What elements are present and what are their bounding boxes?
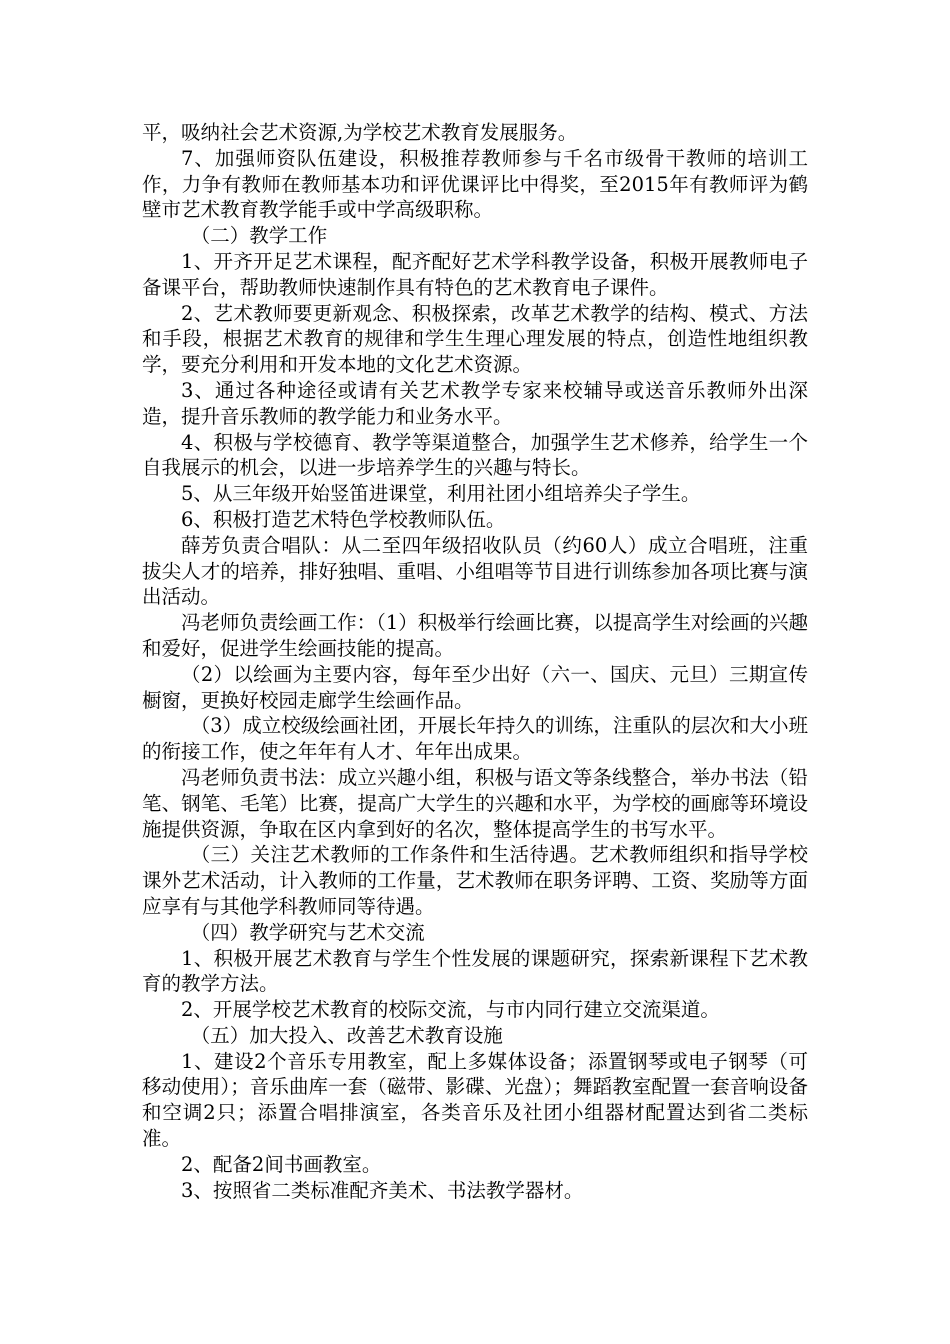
paragraph: 薛芳负责合唱队：从二至四年级招收队员（约60人）成立合唱班，注重拔尖人才的培养，排好独唱、重唱、小组唱等节目进行训练参加各项比赛与演出活动。 xyxy=(142,533,808,609)
paragraph: 4、积极与学校德育、教学等渠道整合，加强学生艺术修养，给学生一个自我展示的机会，以进一步培养学生的兴趣与特长。 xyxy=(142,430,808,480)
paragraph: 7、加强师资队伍建设，积极推荐教师参与千名市级骨干教师的培训工作，力争有教师在教师基本功和评优课评比中得奖，至2015年有教师评为鹤壁市艺术教育教学能手或中学高级职称。 xyxy=(142,146,808,222)
document-page xyxy=(142,120,808,1203)
paragraph: （2）以绘画为主要内容，每年至少出好（六一、国庆、元旦）三期宣传橱窗，更换好校园走廊学生绘画作品。 xyxy=(142,662,808,712)
paragraph: 1、积极开展艺术教育与学生个性发展的课题研究，探索新课程下艺术教育的教学方法。 xyxy=(142,946,808,996)
paragraph: 3、通过各种途径或请有关艺术教学专家来校辅导或送音乐教师外出深造，提升音乐教师的教学能力和业务水平。 xyxy=(142,378,808,428)
paragraph: 1、开齐开足艺术课程，配齐配好艺术学科教学设备，积极开展教师电子备课平台，帮助教师快速制作具有特色的艺术教育电子课件。 xyxy=(142,249,808,299)
paragraph: 6、积极打造艺术特色学校教师队伍。 xyxy=(181,507,506,531)
section-heading: （四）教学研究与艺术交流 xyxy=(190,920,425,944)
section-heading: （二）教学工作 xyxy=(190,224,328,248)
paragraph: 冯老师负责绘画工作：（1）积极举行绘画比赛，以提高学生对绘画的兴趣和爱好，促进学生绘画技能的提高。 xyxy=(142,611,808,660)
section-heading: （三）关注艺术教师的工作条件和生活待遇。艺术教师组织和指导学校课外艺术活动，计入教师的工作量，艺术教师在职务评聘、工资、奖励等方面应享有与其他学科教师同等待遇。 xyxy=(142,843,808,918)
paragraph: 3、按照省二类标准配齐美术、书法教学器材。 xyxy=(181,1178,584,1202)
paragraph: 平，吸纳社会艺术资源,为学校艺术教育发展服务。 xyxy=(142,121,578,144)
paragraph: 2、开展学校艺术教育的校际交流，与市内同行建立交流渠道。 xyxy=(181,998,720,1022)
paragraph: 2、艺术教师要更新观念、积极探索，改革艺术教学的结构、模式、方法和手段，根据艺术教育的规律和学生生理心理发展的特点，创造性地组织教学，要充分利用和开发本地的文化艺术资源。 xyxy=(142,301,808,377)
section-heading: （五）加大投入、改善艺术教育设施 xyxy=(190,1023,503,1047)
paragraph: 5、从三年级开始竖笛进课堂，利用社团小组培养尖子学生。 xyxy=(181,482,701,506)
paragraph: 1、建设2个音乐专用教室，配上多媒体设备；添置钢琴或电子钢琴（可移动使用）；音乐曲库一套（磁带、影碟、光盘）；舞蹈教室配置一套音响设备和空调2只；添置合唱排演室，各类音乐及社团小组器材配置达到省二类标准。 xyxy=(142,1049,808,1151)
paragraph: （3）成立校级绘画社团，开展长年持久的训练，注重队的层次和大小班的衔接工作，使之年年有人才、年年出成果。 xyxy=(142,714,808,764)
paragraph: 2、配备2间书画教室。 xyxy=(181,1152,382,1176)
paragraph: 冯老师负责书法：成立兴趣小组，积极与语文等条线整合，举办书法（铅笔、钢笔、毛笔）比赛，提高广大学生的兴趣和水平，为学校的画廊等环境设施提供资源，争取在区内拿到好的名次，整体提高学生的书写水平。 xyxy=(142,765,808,841)
